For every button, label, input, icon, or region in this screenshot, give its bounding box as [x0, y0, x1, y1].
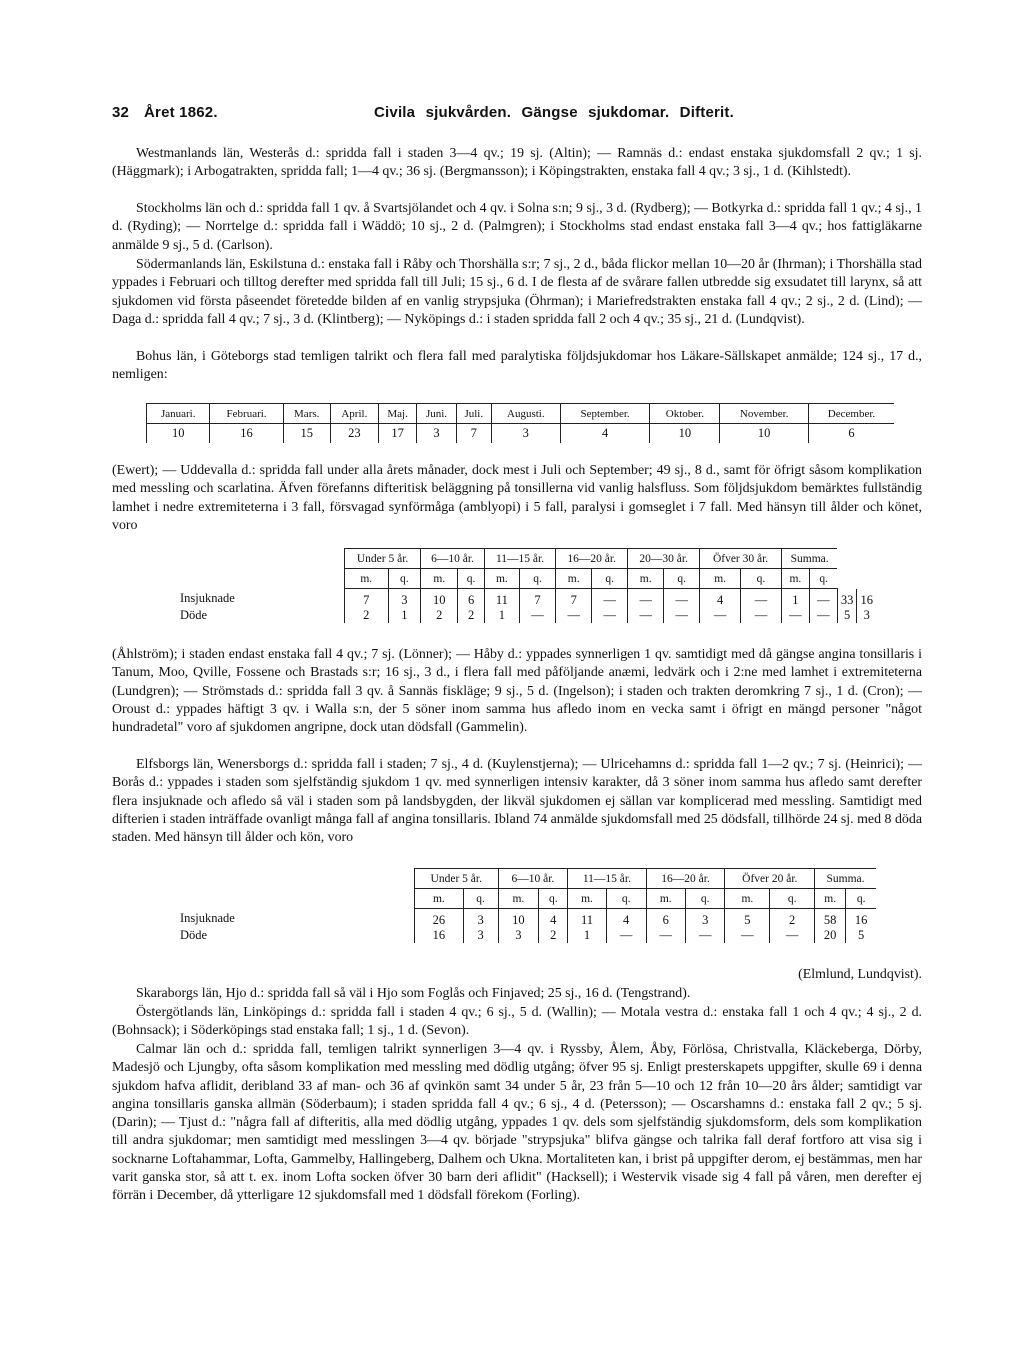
row-label: Insjuknade [180, 590, 235, 605]
table-cell: — [809, 608, 837, 623]
table-cell: 10 [421, 589, 458, 609]
table-cell: 1 [388, 608, 421, 623]
page-year: Året 1862. [144, 104, 218, 121]
sex-header: m. [556, 569, 592, 589]
table-cell: 26 [415, 909, 464, 929]
paragraph-ostergotland: Östergötlands län, Linköpings d.: spridda fall i staden 4 qv.; 6 sj., 5 d. (Wallin); — Motala vestra d.: enstaka fall 1 och 4 qv.; 4 sj., 2 d. (Bohnsack); i Söderköpings stad enstaka fall; 1 sj., 1 d. (Sevon). [112, 1005, 922, 1039]
table-cell: 11 [484, 589, 519, 609]
table-cell: 6 [646, 909, 685, 929]
table-cell: 16 [846, 909, 876, 929]
table-cell: — [770, 928, 815, 943]
age-group-header: Under 5 år. [345, 549, 421, 569]
table-cell: 3 [857, 608, 876, 623]
table-cell: 33 [837, 589, 857, 609]
month-header: December. [808, 404, 894, 424]
month-header: Januari. [147, 404, 210, 424]
paragraph-uddevalla: (Ewert); — Uddevalla d.: spridda fall under alla årets månader, dock mest i Juli och September; 49 sj., 8 d., samt för öfrigt såsom komplikation med messling och scarlatina. Äfven förefanns difteritisk beläggning på tonsillerna vid vanlig halsfluss. Som följdsjukdom bemärktes fullständig lamhet i nedre extremiteterna i 3 fall, försvagad synförmåga (amblyopi) i 5 fall, paralysi i gomseglet i 7 fall. Med hänsyn till ålder och könet, voro [112, 463, 922, 533]
row-label: Döde [180, 928, 208, 942]
sex-header: m. [568, 889, 606, 909]
table-cell: 2 [770, 909, 815, 929]
month-value: 6 [808, 424, 894, 444]
month-value: 10 [720, 424, 809, 444]
sex-header: m. [700, 569, 741, 589]
age-group-header: 16—20 år. [556, 549, 628, 569]
age-group-header: Under 5 år. [415, 869, 499, 889]
age-group-header: Summa. [781, 549, 837, 569]
month-value: 23 [330, 424, 378, 444]
table-cell: — [725, 928, 770, 943]
table-cell: — [628, 608, 664, 623]
table-cell: 6 [458, 589, 485, 609]
table-cell: 1 [484, 608, 519, 623]
month-value: 7 [456, 424, 491, 444]
table-cell: 4 [539, 909, 568, 929]
month-value: 3 [491, 424, 560, 444]
months-header-row [147, 404, 895, 424]
table-cell: — [592, 589, 628, 609]
table-cell: — [646, 928, 685, 943]
row-label: Insjuknade [180, 910, 235, 925]
month-value: 10 [147, 424, 210, 444]
month-value: 10 [650, 424, 720, 444]
table-cell: — [628, 589, 664, 609]
table-cell: 1 [781, 589, 809, 609]
sex-header: q. [664, 569, 700, 589]
table-cell: 16 [415, 928, 464, 943]
sex-header: q. [592, 569, 628, 589]
age-table-bohus [180, 548, 876, 623]
sex-header: m. [421, 569, 458, 589]
paragraph-haby: (Åhlström); i staden endast enstaka fall 4 qv.; 7 sj. (Lönner); — Håby d.: yppades synnerligen 1 qv. samtidigt med då gängse angina tonsillaris i Tanum, Moo, Qville, Fossene och Brastads s:r; 16 sj., 3 d., i flera fall med påföljande anæmi, ledvärk och i 2:ne med lamhet i extremiteterna (Lundgren); — Strömstads d.: spridda fall 3 qv. å Sannäs fiskläge; 9 sj., 5 d. (Ingelson); i staden och trakten deromkring 7 sj., 1 d. (Cron); — Oroust d.: yppades häftigt 3 qv. i Walla s:n, der 5 söner inom samma hus afledo inom en vecka samt i öfrigt en mängd personer "något hundradetal" voro af sjukdomen angripne, dock utan dödsfall (Gammelin). [112, 647, 922, 736]
table-cell: — [741, 589, 782, 609]
table-cell: — [741, 608, 782, 623]
sex-header: q. [463, 889, 498, 909]
month-header: Juli. [456, 404, 491, 424]
month-value: 16 [210, 424, 283, 444]
age-group-header: 11—15 år. [484, 549, 555, 569]
sex-header: q. [388, 569, 421, 589]
table-cell: — [809, 589, 837, 609]
month-header: Februari. [210, 404, 283, 424]
table-cell: 2 [458, 608, 485, 623]
row-label: Döde [180, 608, 208, 622]
table-corner [180, 569, 345, 589]
sex-header: m. [345, 569, 389, 589]
age-group-header: Summa. [815, 869, 876, 889]
table-cell: 3 [498, 928, 539, 943]
table-cell: 5 [725, 909, 770, 929]
sex-header: m. [498, 889, 539, 909]
table-cell: 3 [463, 909, 498, 929]
sex-header: m. [646, 889, 685, 909]
sex-header: q. [809, 569, 837, 589]
age-group-header-row [180, 869, 876, 889]
sex-header: q. [539, 889, 568, 909]
table-row [180, 928, 876, 943]
table-cell: 4 [700, 589, 741, 609]
month-header: November. [720, 404, 809, 424]
table-cell: 4 [606, 909, 646, 929]
sex-header: m. [415, 889, 464, 909]
table-corner [180, 869, 415, 889]
table-cell: 10 [498, 909, 539, 929]
table-cell: — [606, 928, 646, 943]
month-header: Mars. [283, 404, 330, 424]
table-cell: 2 [421, 608, 458, 623]
sex-header: m. [725, 889, 770, 909]
table-row [180, 909, 876, 929]
sex-header-row [180, 889, 876, 909]
table-cell: 7 [519, 589, 555, 609]
age-group-header-row [180, 549, 876, 569]
table-row [180, 608, 876, 623]
table-cell: — [556, 608, 592, 623]
table-cell: — [664, 589, 700, 609]
month-header: September. [560, 404, 650, 424]
month-value: 17 [378, 424, 416, 444]
month-value: 15 [283, 424, 330, 444]
table-cell: 20 [815, 928, 846, 943]
sex-header: q. [686, 889, 725, 909]
table-cell: 3 [463, 928, 498, 943]
paragraph-skaraborg: Skaraborgs län, Hjo d.: spridda fall så väl i Hjo som Foglås och Finjaved; 25 sj., 16 d. (Tengstrand). [136, 986, 691, 1001]
age-group-header: Öfver 30 år. [700, 549, 782, 569]
sex-header: m. [484, 569, 519, 589]
page-number: 32 [112, 104, 130, 121]
table-cell: 11 [568, 909, 606, 929]
paragraph-elfsborg-signature: (Elmlund, Lundqvist). [798, 967, 922, 982]
month-header: Augusti. [491, 404, 560, 424]
table-cell: 7 [345, 589, 389, 609]
month-value: 4 [560, 424, 650, 444]
months-values-row [147, 424, 895, 444]
sex-header: m. [628, 569, 664, 589]
paragraph-westmanland: Westmanlands län, Westerås d.: spridda fall i staden 3—4 qv.; 19 sj. (Altin); — Ramnäs d.: endast enstaka sjukdomsfall 2 qv.; 1 sj. (Häggmark); i Arbogatrakten, spridda fall; 1—4 qv.; 36 sj. (Bergmansson); i Köpingstrakten, enstaka fall 4 qv.; 3 sj., 1 d. (Kihlstedt). [112, 146, 922, 180]
age-group-header: 6—10 år. [421, 549, 485, 569]
sex-header: q. [846, 889, 876, 909]
table-cell: 58 [815, 909, 846, 929]
sex-header: q. [770, 889, 815, 909]
paragraph-elfsborg: Elfsborgs län, Wenersborgs d.: spridda fall i staden; 7 sj., 4 d. (Kuylenstjerna); — Ulricehamns d.: spridda fall 1—2 qv.; 7 sj. (Heinrici); — Borås d.: yppades i staden som sjelfständig sjukdom 1 qv. med synnerligen intensiv karakter, då 3 söner inom samma hus afledo samt derefter flera insjuknade och afledo så väl i staden som på landsbygden, der likväl sjukdomen ej sällan var komplicerad med messling. Samtidigt med difterien i staden inträffade ovanligt många fall af angina tonsillaris. Ibland 74 anmälde sjukdomsfall med 25 dödsfall, tillhörde 24 sj. med 8 döda staden. Med hänsyn till ålder och kön, voro [112, 757, 922, 846]
month-header: Juni. [417, 404, 456, 424]
table-cell: 5 [846, 928, 876, 943]
sex-header: q. [519, 569, 555, 589]
sex-header: m. [781, 569, 809, 589]
table-cell: — [519, 608, 555, 623]
age-group-header: Öfver 20 år. [725, 869, 815, 889]
age-group-header: 6—10 år. [498, 869, 568, 889]
age-group-header: 11—15 år. [568, 869, 646, 889]
table-cell: — [664, 608, 700, 623]
paragraph-sodermanland: Södermanlands län, Eskilstuna d.: enstaka fall i Råby och Thorshälla s:r; 7 sj., 2 d., båda flickor mellan 10—20 år (Ihrman); i Thorshälla stad yppades i Februari och tilltog derefter med spridda fall till Juli; 15 sj., 6 d. I de flesta af de svårare fallen utbredde sig exsudatet till larynx, så att sjukdomen vid första påseendet företedde bilden af en vanlig strypsjuka (Öhrman); i Mariefredstrakten enstaka fall 4 qv.; 2 sj., 2 d. (Lind); — Daga d.: spridda fall 4 qv.; 7 sj., 3 d. (Klintberg); — Nyköpings d.: i staden spridda fall 2 och 4 qv.; 35 sj., 21 d. (Lundqvist). [112, 257, 922, 327]
table-cell: 7 [556, 589, 592, 609]
month-header: Maj. [378, 404, 416, 424]
sex-header: q. [458, 569, 485, 589]
sex-header: q. [741, 569, 782, 589]
month-header: Oktober. [650, 404, 720, 424]
age-table-elfsborg [180, 868, 876, 943]
table-cell: 16 [857, 589, 876, 609]
table-cell: 2 [539, 928, 568, 943]
table-cell: 3 [686, 909, 725, 929]
sex-header-row [180, 569, 876, 589]
monthly-cases-table [146, 403, 894, 443]
table-cell: 3 [388, 589, 421, 609]
table-cell: — [686, 928, 725, 943]
sex-header: q. [606, 889, 646, 909]
table-cell: 1 [568, 928, 606, 943]
table-cell: — [592, 608, 628, 623]
table-row [180, 589, 876, 609]
table-cell: — [781, 608, 809, 623]
paragraph-bohus: Bohus län, i Göteborgs stad temligen talrikt och flera fall med paralytiska följdsjukdomar hos Läkare-Sällskapet anmälde; 124 sj., 17 d., nemligen: [112, 349, 922, 383]
age-group-header: 20—30 år. [628, 549, 700, 569]
table-cell: 5 [837, 608, 857, 623]
month-header: April. [330, 404, 378, 424]
paragraph-stockholm: Stockholms län och d.: spridda fall 1 qv. å Svartsjölandet och 4 qv. i Solna s:n; 9 sj., 3 d. (Rydberg); — Botkyrka d.: spridda fall 1 qv.; 4 sj., 1 d. (Ryding); — Norrtelge d.: spridda fall i Wäddö; 10 sj., 2 d. (Palmgren); i Stockholms stad endast enstaka fall 3—4 qv.; hos fattigläkarne anmälde 9 sj., 5 d. (Carlson). [112, 201, 922, 253]
month-value: 3 [417, 424, 456, 444]
section-title: Civila sjukvården. Gängse sjukdomar. Difterit. [374, 104, 734, 121]
table-cell: — [700, 608, 741, 623]
table-cell: 2 [345, 608, 389, 623]
sex-header: m. [815, 889, 846, 909]
table-corner [180, 889, 415, 909]
table-corner [180, 549, 345, 569]
paragraph-calmar: Calmar län och d.: spridda fall, temligen talrikt synnerligen 3—4 qv. i Ryssby, Ålem, Åby, Förlösa, Christvalla, Kläckeberga, Dörby, Madesjö och Ljungby, ofta såsom komplikation med messling med dödlig utgång; öfver 95 sj. Enligt presterskapets uppgifter, skulle 69 i denna sjukdom hafva aflidit, deribland 33 af man- och 36 af qvinkön samt 34 under 5 år, 23 från 5—10 och 12 från 10—20 års ålder; samtidigt var angina tonsillaris ganska allmän (Söderbaum); i staden spridda fall 4 qv.; 6 sj., 4 d. (Petersson); — Oscarshamns d.: enstaka fall 2 qv.; 5 sj. (Darin); — Tjust d.: "några fall af difteritis, alla med dödlig utgång, yppades 1 qv. dels som sjelfständig sjukdomsform, dels som komplikation till andra sjukdomar; men samtidigt med messlingen 3—4 qv. började "strypsjuka" blifva gängse och talrika fall deraf fortforo att visa sig i socknarne Loftahammar, Lofta, Gammelby, Hallingeberg, Dalhem och Ukna. Mortaliteten kan, i brist på uppgifter derom, ej bestämmas, men har varit ganska stor, så att t. ex. inom Lofta socken öfver 30 barn deri aflidit" (Hacksell); i Westervik visade sig 4 fall på våren, men derefter ej förrän i December, då ytterligare 12 sjukdomsfall med 1 dödsfall förekom (Forling). [112, 1042, 922, 1204]
age-group-header: 16—20 år. [646, 869, 725, 889]
